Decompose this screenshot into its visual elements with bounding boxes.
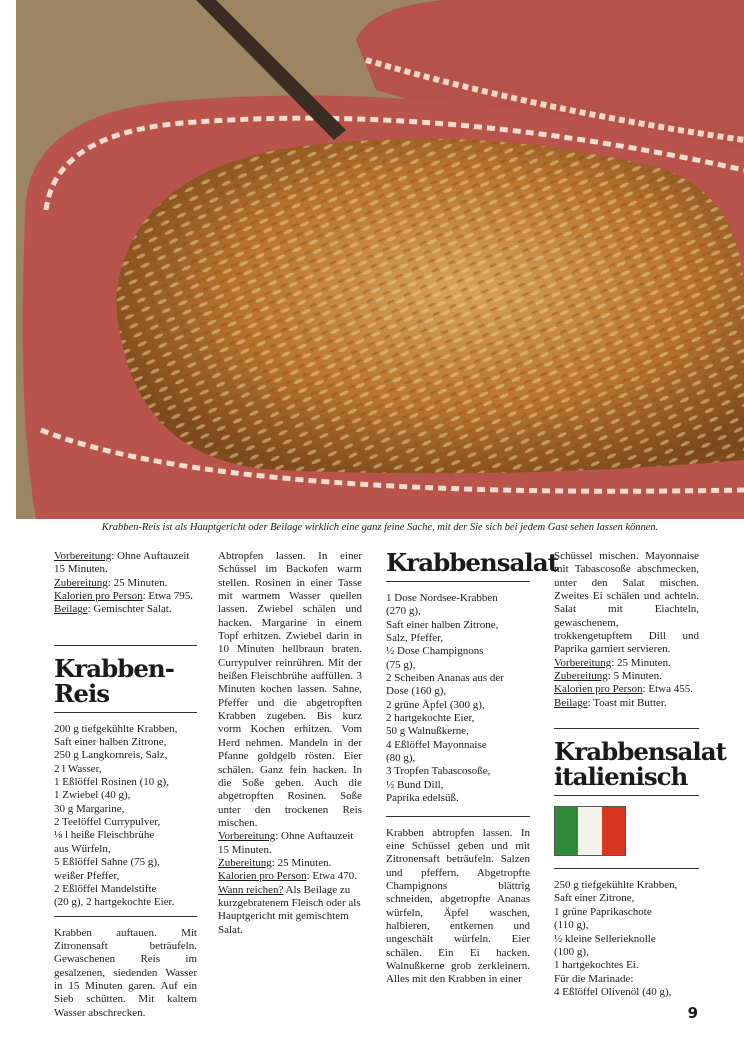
ingredient: 30 g Margarine, bbox=[54, 802, 125, 815]
flag-green-stripe bbox=[555, 807, 578, 855]
ingredient: 3 Tropfen Tabascosoße, bbox=[386, 765, 491, 778]
ingredient: ½ kleine Sellerieknolle bbox=[554, 932, 656, 945]
ingredient: 250 g Langkornreis, Salz, bbox=[54, 749, 168, 762]
ingredient: 200 g tiefgekühlte Krabben, bbox=[54, 722, 178, 735]
ingredient-list bbox=[554, 879, 699, 999]
recipe-title: Krabbensalat bbox=[554, 737, 726, 767]
dish-photo bbox=[16, 0, 744, 519]
divider bbox=[554, 868, 699, 869]
ingredient: 2 Scheiben Ananas aus der bbox=[386, 672, 504, 685]
meta-line: Zubereitung: 5 Minuten. bbox=[554, 670, 662, 683]
meta-block bbox=[54, 550, 197, 617]
divider bbox=[54, 916, 197, 917]
ingredient: Saft einer halben Zitrone, bbox=[54, 736, 167, 749]
ingredient: (110 g), bbox=[554, 919, 589, 932]
meta-line: Vorbereitung: Ohne Auftauzeit 15 Minuten. bbox=[54, 550, 190, 576]
meta-line: Wann reichen? Als Beilage zu kurzgebratenem Fleisch oder als Hauptgericht mit gemischtem Salat. bbox=[218, 883, 361, 936]
meta-line: Zubereitung: 25 Minuten. bbox=[54, 576, 168, 589]
meta-line: Kalorien pro Person: Etwa 470. bbox=[218, 870, 358, 883]
ingredient: 2 Eßlöffel Mandelstifte bbox=[54, 882, 157, 895]
column-4 bbox=[554, 550, 726, 999]
photo-caption: Krabben-Reis ist als Hauptgericht oder Beilage wirklich eine ganz feine Sache, mit der Sie sich bei jedem Gast sehen lassen können. bbox=[101, 522, 659, 533]
ingredient: (20 g), 2 hartgekochte Eier. bbox=[54, 896, 175, 909]
meta-line: Beilage: Gemischter Salat. bbox=[54, 603, 172, 616]
ingredient: ½ Bund Dill, bbox=[386, 778, 444, 791]
ingredient: Saft einer halben Zitrone, bbox=[386, 618, 499, 631]
ingredient: (80 g), bbox=[386, 752, 416, 765]
ingredient: 1 grüne Paprikaschote bbox=[554, 905, 652, 918]
flag-red-stripe bbox=[602, 807, 625, 855]
column-1 bbox=[54, 550, 197, 1020]
method-text: Schüssel mischen. Mayonnaise mit Tabascosoße abschmecken, unter den Salat mischen. Zweites Ei schälen und achteln. Salat mit Eiachteln, gewaschenem, trokkengetupftem Dill und Paprika garniert servieren. bbox=[554, 550, 699, 656]
ingredient: Saft einer Zitrone, bbox=[554, 892, 635, 905]
ingredient: 1 Zwiebel (40 g), bbox=[54, 789, 131, 802]
ingredient: aus Würfeln, bbox=[54, 842, 111, 855]
meta-line: Vorbereitung: 25 Minuten. bbox=[554, 656, 671, 669]
method-text: Abtropfen lassen. In einer Schüssel im Backofen warm stellen. Rosinen in einer Tasse mit warmem Wasser quellen lassen. Zwiebel schälen und hacken. Margarine in einem Topf erhitzen. Zwiebel darin in 10 Minuten hellbraun braten. Currypulver reinrühren. Mit der heißen Fleischbrühe auffüllen. 3 Minuten kochen lassen. Sahne, Pfeffer und die abgetropften Krabben zugeben. Bis kurz vorm Kochen erhitzen. Vom Herd nehmen. Mandeln in der Pfanne goldgelb rösten. Eier schälen. Ganz fein hacken. In die Soße geben. Auch die abgetropften Rosinen. Soße unter den trockenen Reis mischen. bbox=[218, 550, 362, 829]
divider bbox=[54, 645, 197, 646]
meta-line: Kalorien pro Person: Etwa 795. bbox=[54, 590, 194, 603]
ingredient: (75 g), bbox=[386, 658, 416, 671]
ingredient: 4 Eßlöffel Olivenöl (40 g), bbox=[554, 985, 672, 998]
method-text: Krabben abtropfen lassen. In eine Schüssel geben und mit Zitronensaft beträufeln. Salzen und pfeffern. Abgetropfte Champignons blättrig schneiden, abgetropfte Ananas würfeln, Äpfel waschen, halbieren, entkernen und ungeschält würfeln. Eier schälen. Ein Ei hacken. Walnußkerne grob zerkleinern. Alles mit den Krabben in einer bbox=[386, 826, 530, 986]
italian-flag bbox=[554, 806, 626, 856]
recipe-title: Krabben-Reis bbox=[54, 653, 174, 708]
ingredient: ½ Dose Champignons bbox=[386, 645, 484, 658]
meta-line: Kalorien pro Person: Etwa 455. bbox=[554, 683, 694, 696]
ingredient: 2 hartgekochte Eier, bbox=[386, 712, 475, 725]
meta-line: Zubereitung: 25 Minuten. bbox=[218, 856, 332, 869]
method-text: Krabben auftauen. Mit Zitronensaft beträufeln. Gewaschenen Reis im gesalzenen, siedenden Wasser in 15 Minuten garen. Auf ein Sieb schütten. Mit kaltem Wasser abschrecken. bbox=[54, 926, 197, 1019]
ingredient: (100 g), bbox=[554, 945, 589, 958]
ingredient: 5 Eßlöffel Sahne (75 g), bbox=[54, 856, 160, 869]
ingredient: 250 g tiefgekühlte Krabben, bbox=[554, 879, 678, 892]
ingredient: Dose (160 g), bbox=[386, 685, 447, 698]
flag-white-stripe bbox=[578, 807, 601, 855]
page-number: 9 bbox=[687, 1004, 698, 1022]
ingredient: Paprika edelsüß. bbox=[386, 792, 459, 805]
meta-line: Beilage: Toast mit Butter. bbox=[554, 696, 667, 709]
ingredient: Salz, Pfeffer, bbox=[386, 632, 444, 645]
meta-line: Vorbereitung: Ohne Auftauzeit 15 Minuten. bbox=[218, 830, 354, 856]
recipe-title: Krabbensalat bbox=[386, 548, 558, 577]
divider bbox=[554, 728, 699, 729]
column-2 bbox=[218, 550, 362, 937]
ingredient: 1 Eßlöffel Rosinen (10 g), bbox=[54, 776, 169, 789]
ingredient: 2 Teelöffel Currypulver, bbox=[54, 816, 161, 829]
column-3 bbox=[386, 548, 558, 987]
ingredient: 2 l Wasser, bbox=[54, 762, 102, 775]
ingredient: weißer Pfeffer, bbox=[54, 869, 120, 882]
divider bbox=[54, 712, 197, 713]
ingredient: 1 hartgekochtes Ei. bbox=[554, 959, 639, 972]
ingredient: 50 g Walnußkerne, bbox=[386, 725, 469, 738]
divider bbox=[386, 816, 530, 817]
ingredient-list bbox=[386, 592, 530, 806]
ingredient: 1 Dose Nordsee-Krabben bbox=[386, 592, 498, 604]
ingredient: 2 grüne Äpfel (300 g), bbox=[386, 698, 485, 711]
ingredient: 4 Eßlöffel Mayonnaise bbox=[386, 738, 487, 751]
ingredient-list bbox=[54, 723, 197, 910]
divider bbox=[554, 795, 699, 796]
ingredient: ⅛ l heiße Fleischbrühe bbox=[54, 829, 155, 842]
divider bbox=[386, 581, 530, 582]
ingredient: Für die Marinade: bbox=[554, 972, 634, 985]
recipe-title-line-2: italienisch bbox=[554, 762, 688, 792]
ingredient: (270 g), bbox=[386, 605, 421, 618]
